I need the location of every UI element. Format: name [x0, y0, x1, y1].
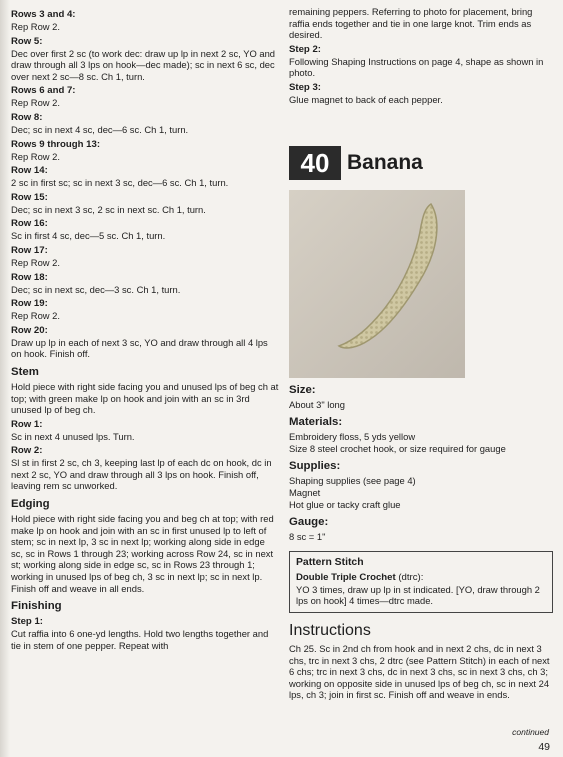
- row-heading: Rows 6 and 7:: [11, 85, 76, 97]
- row-text: Dec; sc in next 3 sc, 2 sc in next sc. Ch 1, turn.: [11, 203, 206, 215]
- page-gutter: [0, 0, 10, 757]
- row-heading: Row 20:: [11, 324, 48, 336]
- row-heading: Row 15:: [11, 191, 48, 203]
- row-heading: Row 18:: [11, 271, 48, 283]
- row-text: Sc in next 4 unused lps. Turn.: [11, 430, 135, 442]
- stem-intro: Hold piece with right side facing you and unused lps of beg ch at top; with green make lp on hook and join with an sc in 3rd unused lp of beg ch.: [11, 380, 279, 416]
- edging-text: Hold piece with right side facing you and beg ch at top; with red make lp on hook and join with an sc in first unused lp to left of stem; sc in next lp, 3 sc in next lp; working along side in edge sc, sc in Rows 1 through 23; working across Row 24, sc in next st; working along side in edge sc, sc in Rows 23 through 1; working in unused lps of beg ch, 3 sc in next lp; sc in next lp. Finish off and weave in all ends.: [11, 513, 274, 594]
- left-column: [11, 6, 279, 651]
- supplies-item: Magnet: [289, 486, 321, 498]
- banana-photo: [289, 190, 465, 378]
- row-heading: Row 14:: [11, 165, 48, 177]
- instructions-heading: Instructions: [289, 621, 371, 639]
- row-text: Rep Row 2.: [11, 150, 60, 162]
- edging-section: [11, 497, 279, 594]
- row-text: Sc in first 4 sc, dec—5 sc. Ch 1, turn.: [11, 230, 166, 242]
- row-text: Rep Row 2.: [11, 97, 60, 109]
- step3-heading: Step 3:: [289, 81, 321, 93]
- row-heading: Row 8:: [11, 111, 43, 123]
- row-heading: Row 2:: [11, 445, 43, 457]
- instructions-text: Ch 25. Sc in 2nd ch from hook and in next 2 chs, dc in next 3 chs, trc in next 3 chs, 2 dtrc (see Pattern Stitch) in each of next 6 chs; trc in next 3 chs, dc in next 3 chs, sc in next 3 chs, ch 3; working on opposite side in unused lps of beg ch, sc in next 24 lps, ch 3; join in first sc. Finish off and weave in ends.: [289, 642, 550, 701]
- row-text: Rep Row 2.: [11, 256, 60, 268]
- step1-continued-text: remaining peppers. Referring to photo for placement, bring raffia ends together and tie in one large knot. Trim ends as desired.: [289, 6, 533, 41]
- stem-section: [11, 365, 279, 492]
- pattern-stitch-heading: Pattern Stitch: [296, 556, 364, 568]
- row-heading: Rows 3 and 4:: [11, 9, 76, 20]
- stitch-abbr: (dtrc):: [398, 571, 424, 583]
- pattern-stitch-box: [289, 551, 553, 613]
- row-text: Dec; sc in next sc, dec—3 sc. Ch 1, turn.: [11, 283, 181, 295]
- size-text: About 3" long: [289, 398, 345, 410]
- edging-heading: Edging: [11, 498, 50, 511]
- page-number: 49: [538, 741, 550, 753]
- row-heading: Row 17:: [11, 244, 48, 256]
- right-column: [289, 6, 553, 701]
- supplies-item: Shaping supplies (see page 4): [289, 475, 416, 487]
- row-text: Rep Row 2.: [11, 21, 60, 32]
- row-list: [11, 9, 279, 360]
- stitch-name: [296, 572, 546, 584]
- step3-text: Glue magnet to back of each pepper.: [289, 93, 443, 105]
- row-text: Rep Row 2.: [11, 310, 60, 322]
- banana-illustration: [289, 190, 465, 378]
- step2-heading: Step 2:: [289, 43, 321, 55]
- supplies-heading: Supplies:: [289, 460, 341, 473]
- materials-heading: Materials:: [289, 416, 343, 429]
- row-text: 2 sc in first sc; sc in next 3 sc, dec—6 sc. Ch 1, turn.: [11, 177, 229, 189]
- size-heading: Size:: [289, 383, 316, 396]
- stem-heading: Stem: [11, 365, 39, 378]
- stem-rows: [11, 419, 279, 492]
- gauge-text: 8 sc = 1": [289, 531, 326, 543]
- materials-item: Size 8 steel crochet hook, or size required for gauge: [289, 442, 506, 454]
- materials-item: Embroidery floss, 5 yds yellow: [289, 431, 416, 443]
- stitch-text: YO 3 times, draw up lp in st indicated. [YO, draw through 2 lps on hook] 4 times—dtrc made.: [296, 583, 540, 607]
- pattern-number: 40: [289, 146, 341, 180]
- continued-label: continued: [512, 727, 549, 737]
- step2-text: Following Shaping Instructions on page 4, shape as shown in photo.: [289, 55, 544, 79]
- finishing-section: [11, 599, 279, 651]
- supplies-item: Hot glue or tacky craft glue: [289, 498, 401, 510]
- row-text: Sl st in first 2 sc, ch 3, keeping last lp of each dc on hook, dc in next 2 sc, YO and draw through all 3 lps on hook. Finish off, leaving rem sc unworked.: [11, 457, 272, 492]
- pattern-title: Banana: [347, 150, 423, 174]
- row-heading: Row 16:: [11, 218, 48, 230]
- row-text: Dec over first 2 sc (to work dec: draw up lp in next 2 sc, YO and draw through all 3 lps on hook—dec made); sc in next 6 sc, dec over next 2 sc—8 sc. Ch 1, turn.: [11, 47, 276, 82]
- pattern-title-block: [289, 146, 553, 182]
- step1-heading: Step 1:: [11, 616, 43, 628]
- row-heading: Row 5:: [11, 35, 43, 47]
- row-text: Dec; sc in next 4 sc, dec—6 sc. Ch 1, turn.: [11, 123, 189, 135]
- row-heading: Row 19:: [11, 298, 48, 310]
- row-text: Draw up lp in each of next 3 sc, YO and draw through all 4 lps on hook. Finish off.: [11, 336, 268, 360]
- gauge-heading: Gauge:: [289, 516, 329, 529]
- finishing-heading: Finishing: [11, 600, 62, 613]
- row-heading: Row 1:: [11, 418, 43, 430]
- stitch-name-text: Double Triple Crochet: [296, 571, 396, 583]
- step1-text: Cut raffia into 6 one-yd lengths. Hold two lengths together and tie in stem of one pepper. Repeat with: [11, 628, 269, 651]
- row-heading: Rows 9 through 13:: [11, 138, 101, 150]
